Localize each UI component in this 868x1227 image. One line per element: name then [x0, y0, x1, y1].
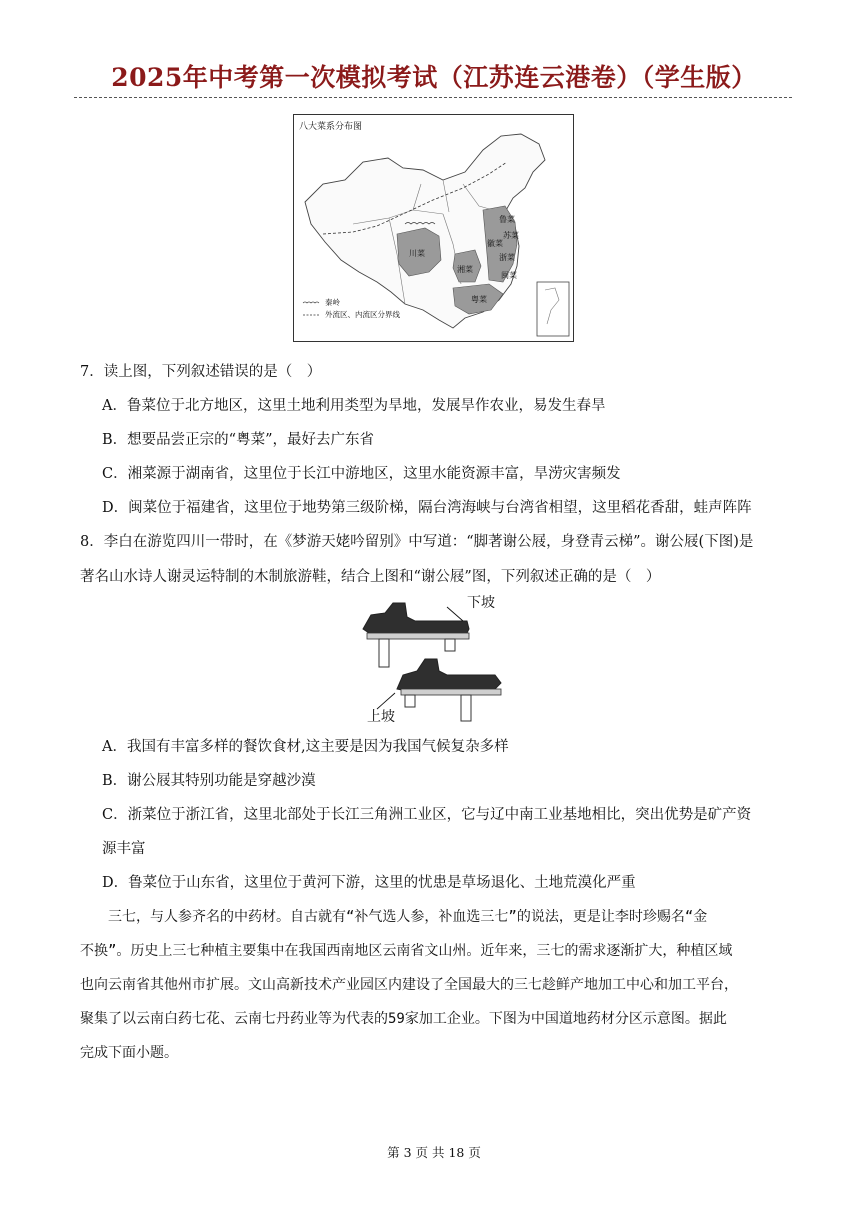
xiegong-clog-figure	[355, 593, 505, 728]
label-lu: 鲁菜	[499, 215, 515, 224]
q8-stem-line1: 8．李白在游览四川一带时，在《梦游天姥吟留别》中写道：“脚著谢公屐，身登青云梯”。谢公屐(下图)是	[80, 534, 754, 550]
page-header-title: 2025年中考第一次模拟考试（江苏连云港卷）（学生版）	[111, 63, 757, 92]
q8-option-c-line2: 源丰富	[102, 841, 146, 857]
q8-option-b: B．谢公屐其特别功能是穿越沙漠	[102, 773, 316, 789]
passage-line-3: 也向云南省其他州市扩展。文山高新技术产业园区内建设了全国最大的三七趁鲜产地加工中心和加工平台，	[80, 977, 738, 993]
q8-option-d: D．鲁菜位于山东省，这里位于黄河下游，这里的忧患是草场退化、土地荒漠化严重	[102, 875, 636, 891]
legend-boundary: 外流区、内流区分界线	[325, 310, 400, 319]
clog-uphill	[377, 659, 501, 721]
passage-line-5: 完成下面小题。	[80, 1045, 178, 1061]
q7-option-d: D．闽菜位于福建省，这里位于地势第三级阶梯，隔台湾海峡与台湾省相望，这里稻花香甜，蛙声阵阵	[102, 500, 752, 516]
label-chuan: 川菜	[409, 249, 425, 258]
label-yue: 粤菜	[471, 295, 487, 304]
legend-mountain: 秦岭	[325, 298, 340, 307]
label-zhe: 浙菜	[499, 253, 515, 262]
clog-downhill	[363, 603, 469, 667]
south-china-sea-inset	[537, 282, 569, 336]
label-min: 闽菜	[501, 271, 517, 280]
q7-option-b: B．想要品尝正宗的“粤菜”，最好去广东省	[102, 432, 374, 448]
label-hui: 徽菜	[487, 239, 503, 248]
q7-option-a: A．鲁菜位于北方地区，这里土地利用类型为旱地，发展旱作农业，易发生春旱	[102, 398, 606, 414]
map-title: 八大菜系分布图	[299, 122, 363, 132]
label-xiang: 湘菜	[457, 265, 473, 274]
q8-option-a: A．我国有丰富多样的餐饮食材,这主要是因为我国气候复杂多样	[102, 739, 509, 755]
label-uphill: 上坡	[367, 709, 395, 725]
cuisine-map-figure	[293, 114, 574, 342]
q7-stem: 7．读上图，下列叙述错误的是（ ）	[80, 364, 322, 380]
label-downhill: 下坡	[467, 595, 495, 611]
page-number: 第 3 页 共 18 页	[387, 1145, 481, 1160]
q7-option-c: C．湘菜源于湖南省，这里位于长江中游地区，这里水能资源丰富，旱涝灾害频发	[102, 466, 621, 482]
header-divider	[74, 97, 792, 98]
passage-line-4: 聚集了以云南白药七花、云南七丹药业等为代表的59家加工企业。下图为中国道地药材分区示意图。据此	[80, 1011, 727, 1027]
q8-option-c-line1: C．浙菜位于浙江省，这里北部处于长江三角洲工业区，它与辽中南工业基地相比，突出优势是矿产资	[102, 807, 752, 823]
passage-line-1: 三七，与人参齐名的中药材。自古就有“补气选人参，补血选三七”的说法，更是让李时珍赐名“金	[80, 909, 708, 925]
q8-stem-line2: 著名山水诗人谢灵运特制的木制旅游鞋，结合上图和“谢公屐”图，下列叙述正确的是（ ）	[80, 569, 661, 585]
label-su: 苏菜	[503, 231, 519, 240]
passage-line-2: 不换”。历史上三七种植主要集中在我国西南地区云南省文山州。近年来，三七的需求逐渐扩大，种植区域	[80, 943, 733, 959]
